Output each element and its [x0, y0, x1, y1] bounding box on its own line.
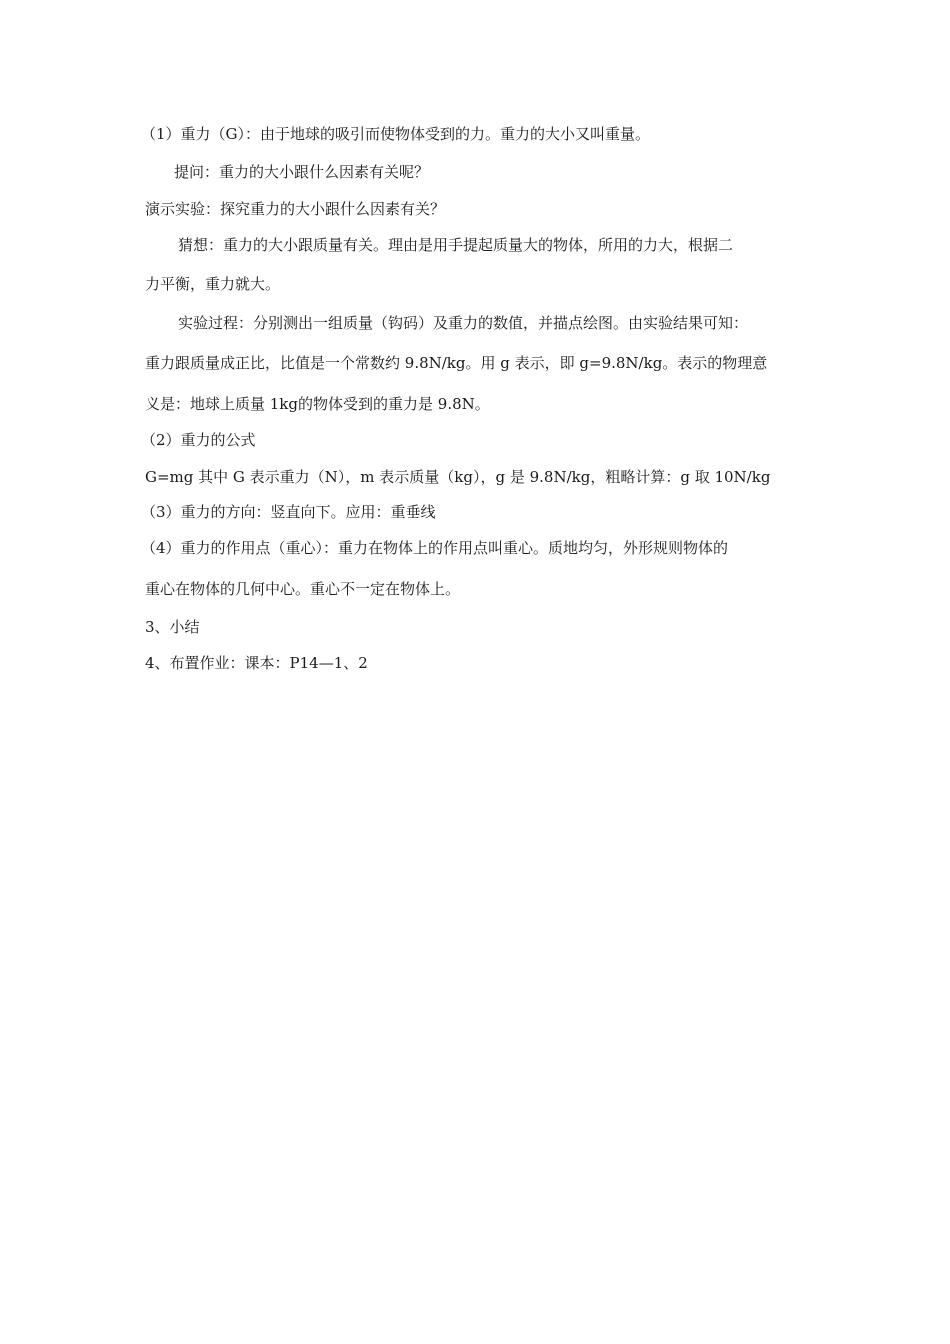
paragraph-demo-experiment: 演示实验：探究重力的大小跟什么因素有关？ [145, 200, 446, 218]
paragraph-hypothesis: 猜想：重力的大小跟质量有关。理由是用手提起质量大的物体，所用的力大，根据二 [178, 236, 734, 254]
paragraph-gravity-definition: （1）重力（G）：由于地球的吸引而使物体受到的力。重力的大小又叫重量。 [141, 125, 651, 143]
paragraph-center-of-gravity-continued: 重心在物体的几何中心。重心不一定在物体上。 [145, 580, 461, 598]
paragraph-physical-meaning: 义是：地球上质量 1kg的物体受到的重力是 9.8N。 [145, 395, 490, 413]
paragraph-gravity-direction: （3）重力的方向：竖直向下。应用：重垂线 [141, 503, 436, 521]
paragraph-center-of-gravity: （4）重力的作用点（重心）：重力在物体上的作用点叫重心。质地均匀，外形规则物体的 [141, 539, 729, 557]
paragraph-formula: G=mg 其中 G 表示重力（N），m 表示质量（kg），g 是 9.8N/kg，粗略计算：g 取 10N/kg [145, 468, 771, 486]
paragraph-procedure-continued: 重力跟质量成正比，比值是一个常数约 9.8N/kg。用 g 表示，即 g=9.8N/kg。表示的物理意 [145, 354, 768, 372]
paragraph-procedure: 实验过程：分别测出一组质量（钩码）及重力的数值，并描点绘图。由实验结果可知： [178, 314, 749, 332]
heading-summary: 3、小结 [145, 618, 200, 636]
paragraph-question: 提问：重力的大小跟什么因素有关呢？ [174, 163, 430, 181]
paragraph-hypothesis-continued: 力平衡，重力就大。 [145, 275, 281, 293]
paragraph-homework: 4、布置作业：课本：P14—1、2 [145, 654, 368, 672]
heading-gravity-formula: （2）重力的公式 [141, 431, 256, 449]
